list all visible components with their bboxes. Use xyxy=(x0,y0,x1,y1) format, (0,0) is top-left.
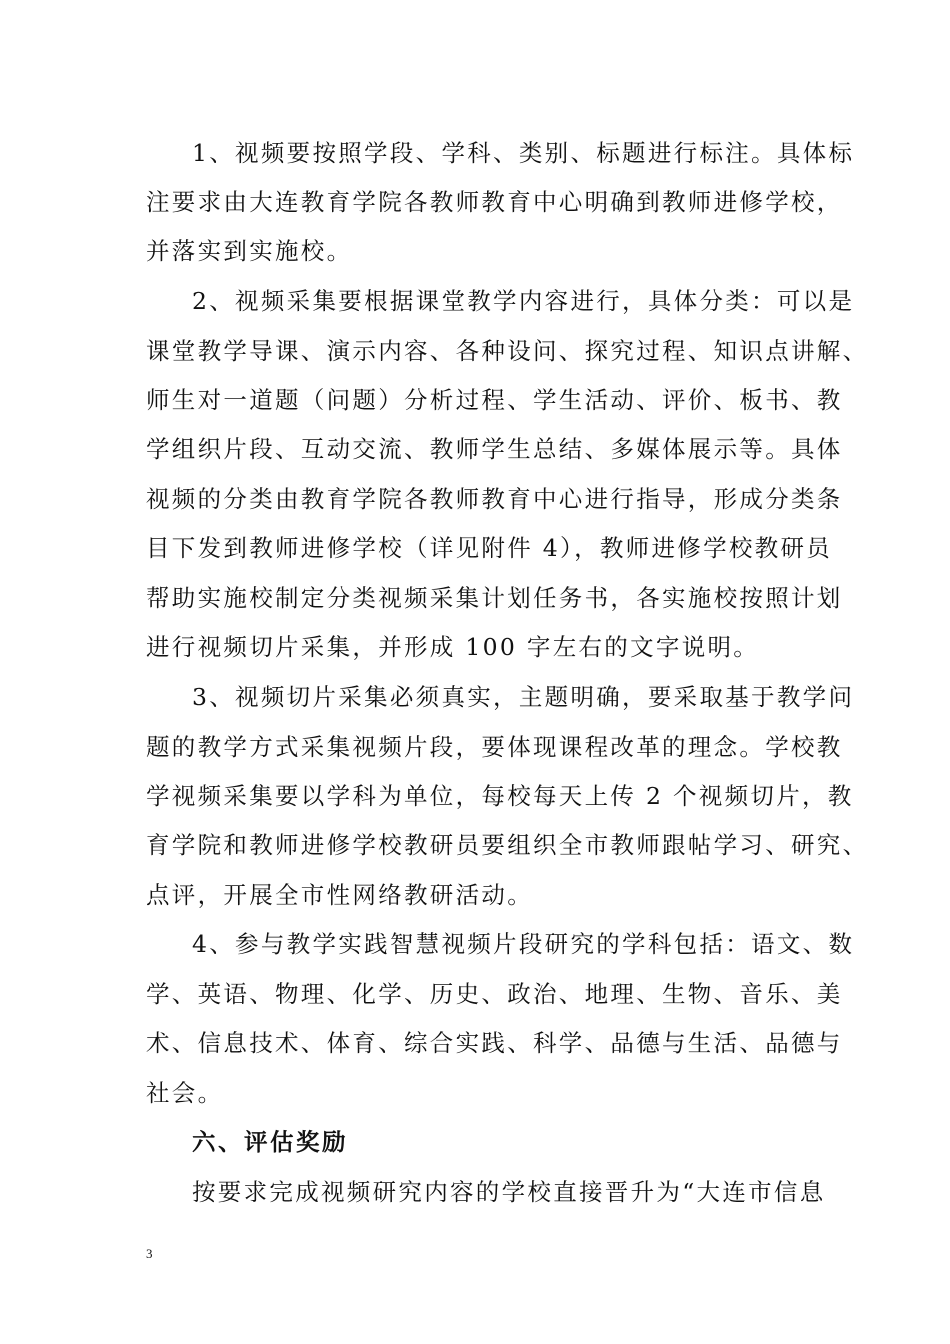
section-heading: 六、评估奖励 xyxy=(192,1128,348,1156)
paragraph-3-line-2: 题的教学方式采集视频片段，要体现课程改革的理念。学校教 xyxy=(146,733,843,761)
paragraph-2-line-5: 视频的分类由教育学院各教师教育中心进行指导，形成分类条 xyxy=(146,485,843,513)
paragraph-2-line-3: 师生对一道题（问题）分析过程、学生活动、评价、板书、教 xyxy=(146,386,843,414)
paragraph-2-line-2: 课堂教学导课、演示内容、各种设问、探究过程、知识点讲解、 xyxy=(146,337,869,365)
paragraph-4-line-4: 社会。 xyxy=(146,1079,224,1107)
paragraph-3-line-1: 3、视频切片采集必须真实，主题明确，要采取基于教学问 xyxy=(192,683,855,711)
paragraph-2-line-4: 学组织片段、互动交流、教师学生总结、多媒体展示等。具体 xyxy=(146,435,843,463)
paragraph-4-line-2: 学、英语、物理、化学、历史、政治、地理、生物、音乐、美 xyxy=(146,980,843,1008)
paragraph-4-line-3: 术、信息技术、体育、综合实践、科学、品德与生活、品德与 xyxy=(146,1029,843,1057)
page-number: 3 xyxy=(146,1246,153,1261)
paragraph-5-line-1: 按要求完成视频研究内容的学校直接晋升为“大连市信息 xyxy=(192,1178,826,1206)
paragraph-2-line-7: 帮助实施校制定分类视频采集计划任务书，各实施校按照计划 xyxy=(146,584,843,612)
paragraph-1-line-1: 1、视频要按照学段、学科、类别、标题进行标注。具体标 xyxy=(192,139,855,167)
paragraph-2-line-8: 进行视频切片采集，并形成 100 字左右的文字说明。 xyxy=(146,633,760,661)
paragraph-1-line-3: 并落实到实施校。 xyxy=(146,237,353,265)
paragraph-3-line-4: 育学院和教师进修学校教研员要组织全市教师跟帖学习、研究、 xyxy=(146,831,869,859)
paragraph-3-line-3: 学视频采集要以学科为单位，每校每天上传 2 个视频切片，教 xyxy=(146,782,854,810)
paragraph-3-line-5: 点评，开展全市性网络教研活动。 xyxy=(146,881,533,909)
paragraph-2-line-6: 目下发到教师进修学校（详见附件 4），教师进修学校教研员 xyxy=(146,534,833,562)
paragraph-2-line-1: 2、视频采集要根据课堂教学内容进行，具体分类：可以是 xyxy=(192,287,855,315)
paragraph-4-line-1: 4、参与教学实践智慧视频片段研究的学科包括：语文、数 xyxy=(192,930,855,958)
paragraph-1-line-2: 注要求由大连教育学院各教师教育中心明确到教师进修学校， xyxy=(146,188,843,216)
